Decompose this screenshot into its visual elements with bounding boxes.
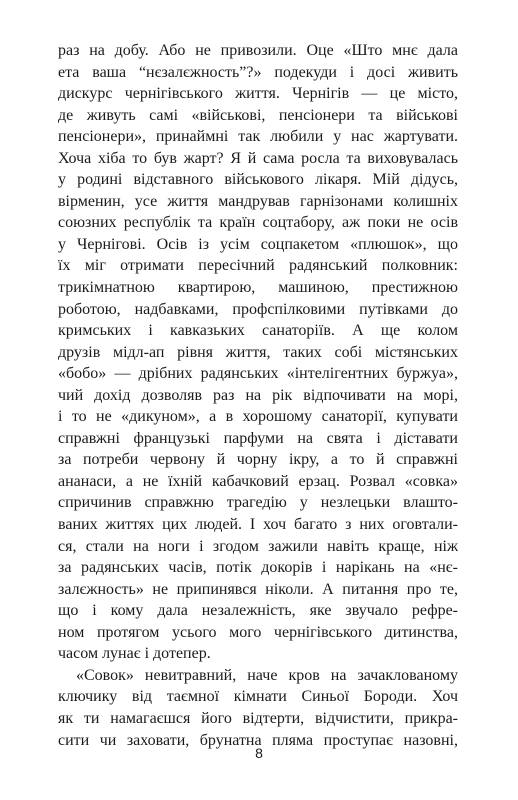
text-line: дискурс чернігівського життя. Чернігів — це місто, xyxy=(58,85,458,103)
page-number: 8 xyxy=(255,745,263,761)
text-line: за радянських часів, потік докорів і нарікань на «нє- xyxy=(58,559,458,577)
text-line: раз на добу. Або не привозили. Оце «Што мнє дала xyxy=(58,42,458,59)
text-line: трикімнатною квартирою, машиною, престижною xyxy=(58,279,458,297)
text-line: і то не «дикуном», а в хорошому санаторії, купувати xyxy=(58,408,458,426)
text-line: ном протягом усього мого чернігівського дитинства, xyxy=(58,623,458,641)
paragraph-first-line: «Совок» невитравний, наче кров на зачаклованому xyxy=(76,666,458,684)
text-line: їх міг отримати пересічний радянський полковник: xyxy=(58,257,458,275)
text-line: роботою, надбавками, профспілковими путівками до xyxy=(58,300,458,318)
text-line: Хоча хіба то був жарт? Я й сама росла та виховувалась xyxy=(58,149,458,167)
text-line: у Чернігові. Осів із усім соцпакетом «плюшок», що xyxy=(58,235,458,253)
text-line: як ти намагаєшся його відтерти, відчистити, прикра- xyxy=(58,709,458,727)
text-line: чий дохід дозволяв раз на рік відпочивати на морі, xyxy=(58,386,458,404)
text-line: кримських і кавказьких санаторіїв. А ще колом xyxy=(58,322,458,340)
text-line: вірменин, усе життя мандрував гарнізонами колишніх xyxy=(58,192,458,210)
text-line: справжні французькі парфуми на свята і діставати xyxy=(58,429,458,447)
text-line: за потреби червону й чорну ікру, а то й справжні xyxy=(58,451,458,469)
body-text xyxy=(58,40,458,751)
text-line: ваних життях цих людей. І хоч багато з них оговтали- xyxy=(58,516,458,534)
text-line: у родині відставного військового лікаря. Мій дідусь, xyxy=(58,171,458,189)
text-line: «бобо» — дрібних радянських «інтелігентних буржуа», xyxy=(58,365,458,383)
text-line: друзів мідл-ап рівня життя, таких собі містянських xyxy=(58,343,458,361)
text-line: ета ваша “нєзалєжность”?» подекуди і досі живить xyxy=(58,63,458,81)
text-line: ключику від таємної кімнати Синьої Бороди. Хоч xyxy=(58,688,458,706)
text-line: залєжность» не припинявся ніколи. А питання про те, xyxy=(58,580,458,598)
text-line: союзних республік та країн соцтабору, аж поки не осів xyxy=(58,214,458,232)
text-line: спричинив справжню трагедію у незлецьки влашто- xyxy=(58,494,458,512)
text-line: сити чи заховати, брунатна пляма проступає назовні, xyxy=(58,731,458,749)
text-line: що і кому дала незалежність, яке звучало рефре- xyxy=(58,602,458,620)
text-line: ся, стали на ноги і згодом зажили навіть краще, ніж xyxy=(58,537,458,555)
text-line: де живуть самі «військові, пенсіонери та військові xyxy=(58,106,458,124)
paragraph-end-line: часом лунає і дотепер. xyxy=(58,645,211,663)
text-line: пенсіонери», принаймні так любили у нас жартувати. xyxy=(58,128,458,146)
text-line: ананаси, а не їхній кабачковий ерзац. Розвал «совка» xyxy=(58,472,458,490)
